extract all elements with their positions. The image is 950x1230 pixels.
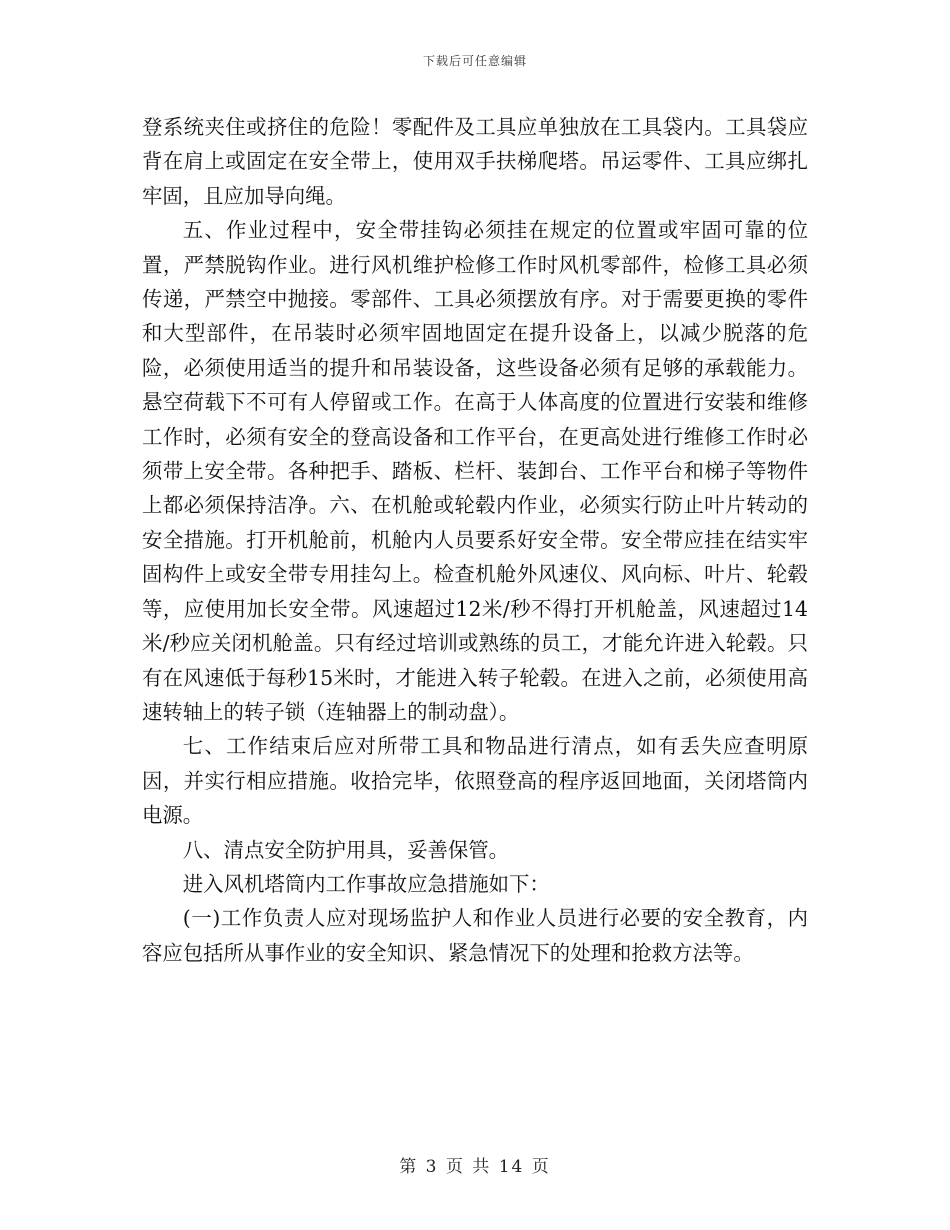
- paragraph-section-7: 七、工作结束后应对所带工具和物品进行清点，如有丢失应查明原因，并实行相应措施。收拾完毕，依照登高的程序返回地面，关闭塔筒内电源。: [142, 734, 808, 828]
- paragraph-emergency-intro: 进入风机塔筒内工作事故应急措施如下：: [182, 871, 550, 896]
- paragraph-emergency-item-1: (一)工作负责人应对现场监护人和作业人员进行必要的安全教育，内容应包括所从事作业的安全知识、紧急情况下的处理和抢救方法等。: [142, 906, 808, 965]
- page-number-footer: 第 3 页 共 14 页: [399, 1157, 551, 1177]
- page-header: 下载后可任意编辑: [422, 54, 527, 68]
- document-body: [142, 110, 808, 970]
- paragraph-continuation: 登系统夹住或挤住的危险！零配件及工具应单独放在工具袋内。工具袋应背在肩上或固定在安全带上，使用双手扶梯爬塔。吊运零件、工具应绑扎牢固，且应加导向绳。: [142, 115, 808, 208]
- paragraph-section-5: 五、作业过程中，安全带挂钩必须挂在规定的位置或牢固可靠的位置，严禁脱钩作业。进行风机维护检修工作时风机零部件，检修工具必须传递，严禁空中抛接。零部件、工具必须摆放有序。对于需要更换的零件和大型部件，在吊装时必须牢固地固定在提升设备上，以减少脱落的危险，必须使用适当的提升和吊装设备，这些设备必须有足够的承载能力。悬空荷载下不可有人停留或工作。在高于人体高度的位置进行安装和维修工作时，必须有安全的登高设备和工作平台，在更高处进行维修工作时必须带上安全带。各种把手、踏板、栏杆、装卸台、工作平台和梯子等物件上都必须保持洁净。六、在机舱或轮毂内作业，必须实行防止叶片转动的安全措施。打开机舱前，机舱内人员要系好安全带。安全带应挂在结实牢固构件上或安全带专用挂勾上。检查机舱外风速仪、风向标、叶片、轮毂等，应使用加长安全带。风速超过12米/秒不得打开机舱盖，风速超过14米/秒应关闭机舱盖。只有经过培训或熟练的员工，才能允许进入轮毂。只有在风速低于每秒15米时，才能进入转子轮毂。在进入之前，必须使用高速转轴上的转子锁（连轴器上的制动盘）。: [142, 218, 808, 724]
- paragraph-section-8: 八、清点安全防护用具，妥善保管。: [182, 837, 510, 862]
